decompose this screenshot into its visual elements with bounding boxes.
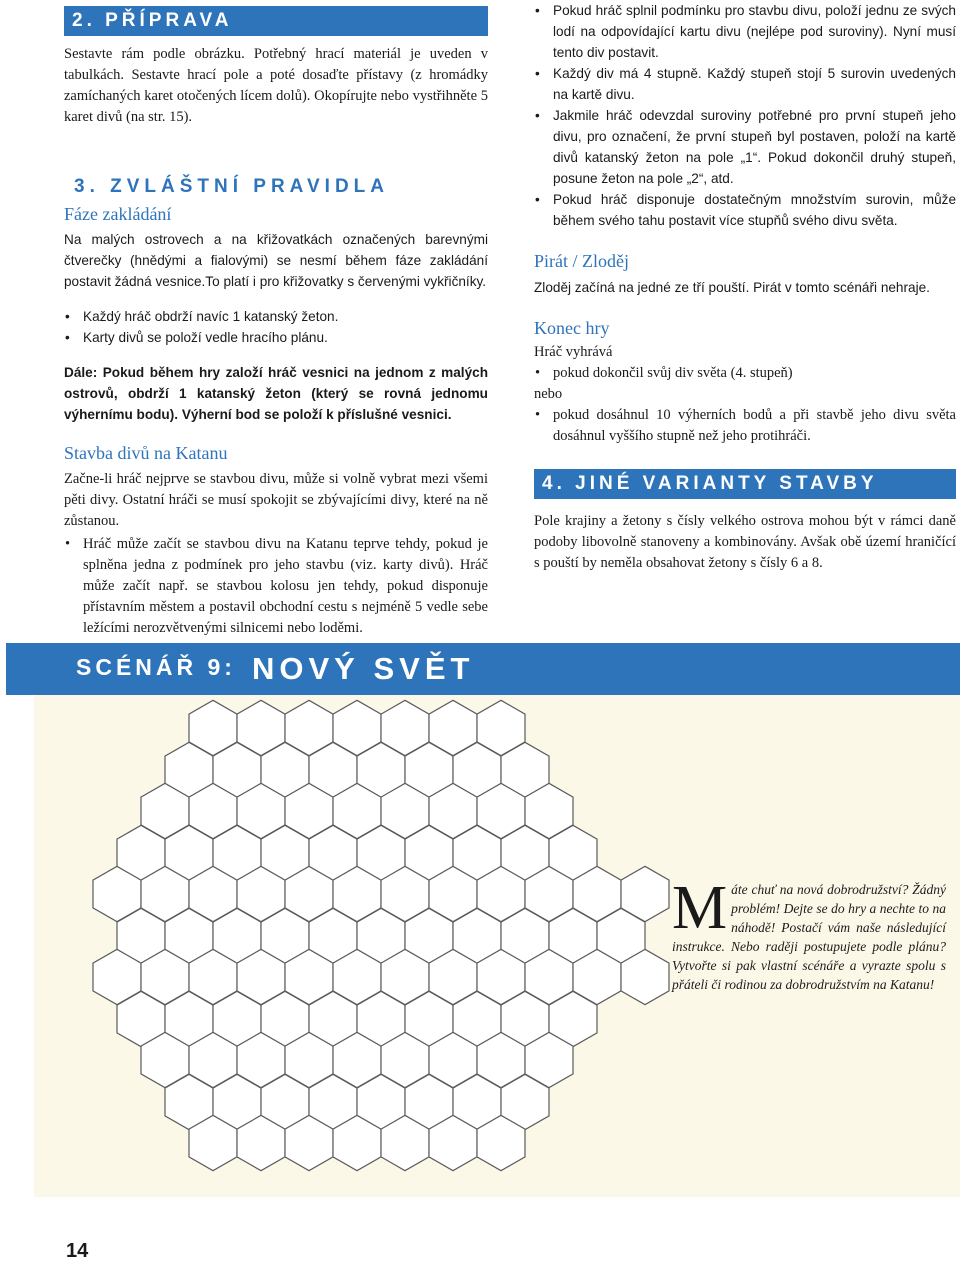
stavba-divu-heading: Stavba divů na Katanu: [64, 443, 228, 463]
konec-hry-intro: Hráč vyhrává: [534, 344, 613, 360]
page-number: 14: [66, 1240, 89, 1262]
section-2-heading: 2. PŘÍPRAVA: [64, 6, 488, 36]
scenario-title: NOVÝ SVĚT: [252, 651, 475, 686]
list-item: • pokud dokončil svůj div světa (4. stupeň): [534, 363, 956, 384]
faze-bullet-list: [64, 306, 488, 348]
list-item: • Pokud hráč disponuje dostatečným množstvím surovin, může během svého tahu postavit více stupňů svého divu světa.: [534, 189, 956, 231]
faze-zakladani-text: Na malých ostrovech a na křižovatkách označených barevnými čtverečky (hnědými a fialovými) se nesmí během fáze zakládání postavit žádná vesnice.To platí i pro křižovatky s červenými vykřičníky.: [64, 232, 488, 289]
konec-list-1: [534, 363, 956, 384]
div-rules-list: [534, 0, 956, 231]
right-column: [534, 0, 956, 574]
intro-callout: [672, 874, 946, 994]
konec-list-2: [534, 405, 956, 447]
callout-text: áte chuť na nová dobrodružství? Žádný problém! Dejte se do hry a nechte to na náhodě! Postačí vám naše následující instrukce. Nebo raději postupujete podle plánu? Vytvořte si pak vlastní scénáře a vyrazte spolu s přáteli či rodinou za dobrodružstvím na Katanu!: [672, 882, 946, 992]
scenario-label: SCÉNÁŘ 9:: [76, 654, 236, 680]
section-3-heading: 3. ZVLÁŠTNÍ PRAVIDLA: [74, 176, 389, 197]
faze-zakladani-heading: Fáze zakládání: [64, 204, 172, 224]
list-item: • Každý div má 4 stupně. Každý stupeň stojí 5 surovin uvedených na kartě divu.: [534, 63, 956, 105]
drop-cap: M: [672, 874, 728, 942]
konec-hry-nebo: nebo: [534, 386, 563, 402]
pirat-zlodej-text: Zloděj začíná na jedné ze tří pouští. Pirát v tomto scénáři nehraje.: [534, 280, 930, 295]
scenario-banner: [6, 643, 960, 695]
pirat-zlodej-heading: Pirát / Zloděj: [534, 251, 629, 271]
list-item: • Karty divů se položí vedle hracího plánu.: [64, 327, 488, 348]
section-4-heading: 4. JINÉ VARIANTY STAVBY: [534, 469, 956, 499]
stavba-bullet-list: [64, 534, 488, 639]
stavba-divu-text: Začne-li hráč nejprve se stavbou divu, může si volně vybrat mezi všemi pěti divy. Ostatní hráči se musí spokojit se zbývajícími divy, které na ně zůstanou.: [64, 471, 488, 529]
list-item: • Každý hráč obdrží navíc 1 katanský žeton.: [64, 306, 488, 327]
list-item: • Hráč může začít se stavbou divu na Katanu teprve tehdy, pokud je splněna jedna z podmínek pro jeho stavbu (viz. karty divů). Hráč může začít např. se stavbou kolosu jen tehdy, pokud disponuje přístavním městem a postavil obchodní cestu s nejméně 5 vedle sebe ležícími nerozvětvenými silnicemi nebo loděmi.: [64, 534, 488, 639]
dale-text: Dále: Pokud během hry založí hráč vesnici na jednom z malých ostrovů, obdrží 1 katanský žeton (který se rovná jednomu výhernímu bodu). Výherní bod se položí k příslušné vesnici.: [64, 365, 488, 422]
konec-hry-heading: Konec hry: [534, 318, 610, 338]
list-item: • Jakmile hráč odevzdal suroviny potřebné pro první stupeň jeho divu, pro označení, že první stupeň byl postaven, položí na kartě divů katanský žeton na pole „1“. Pokud dokončil druhý stupeň, posune žeton na pole „2“, atd.: [534, 105, 956, 189]
list-item: • Pokud hráč splnil podmínku pro stavbu divu, položí jednu ze svých lodí na odpovídající kartu divu (nejlépe pod suroviny). Nyní musí tento div postavit.: [534, 0, 956, 63]
section-4-text: Pole krajiny a žetony s čísly velkého ostrova mohou být v rámci daně podoby libovolně stanoveny a kombinovány. Avšak obě území hraničící s pouští by neměla obsahovat žetony s čísly 6 a 8.: [534, 513, 956, 571]
left-column: [64, 6, 488, 639]
list-item: • pokud dosáhnul 10 výherních bodů a při stavbě jeho divu světa dosáhnul vyššího stupně než jeho protihráči.: [534, 405, 956, 447]
section-2-text: Sestavte rám podle obrázku. Potřebný hrací materiál je uveden v tabulkách. Sestavte hrací pole a poté dosaďte přístavy (z hromádky zamíchaných karet otočených lícem dolů). Okopírujte nebo vystřihněte 5 karet divů (na str. 15).: [64, 46, 488, 125]
